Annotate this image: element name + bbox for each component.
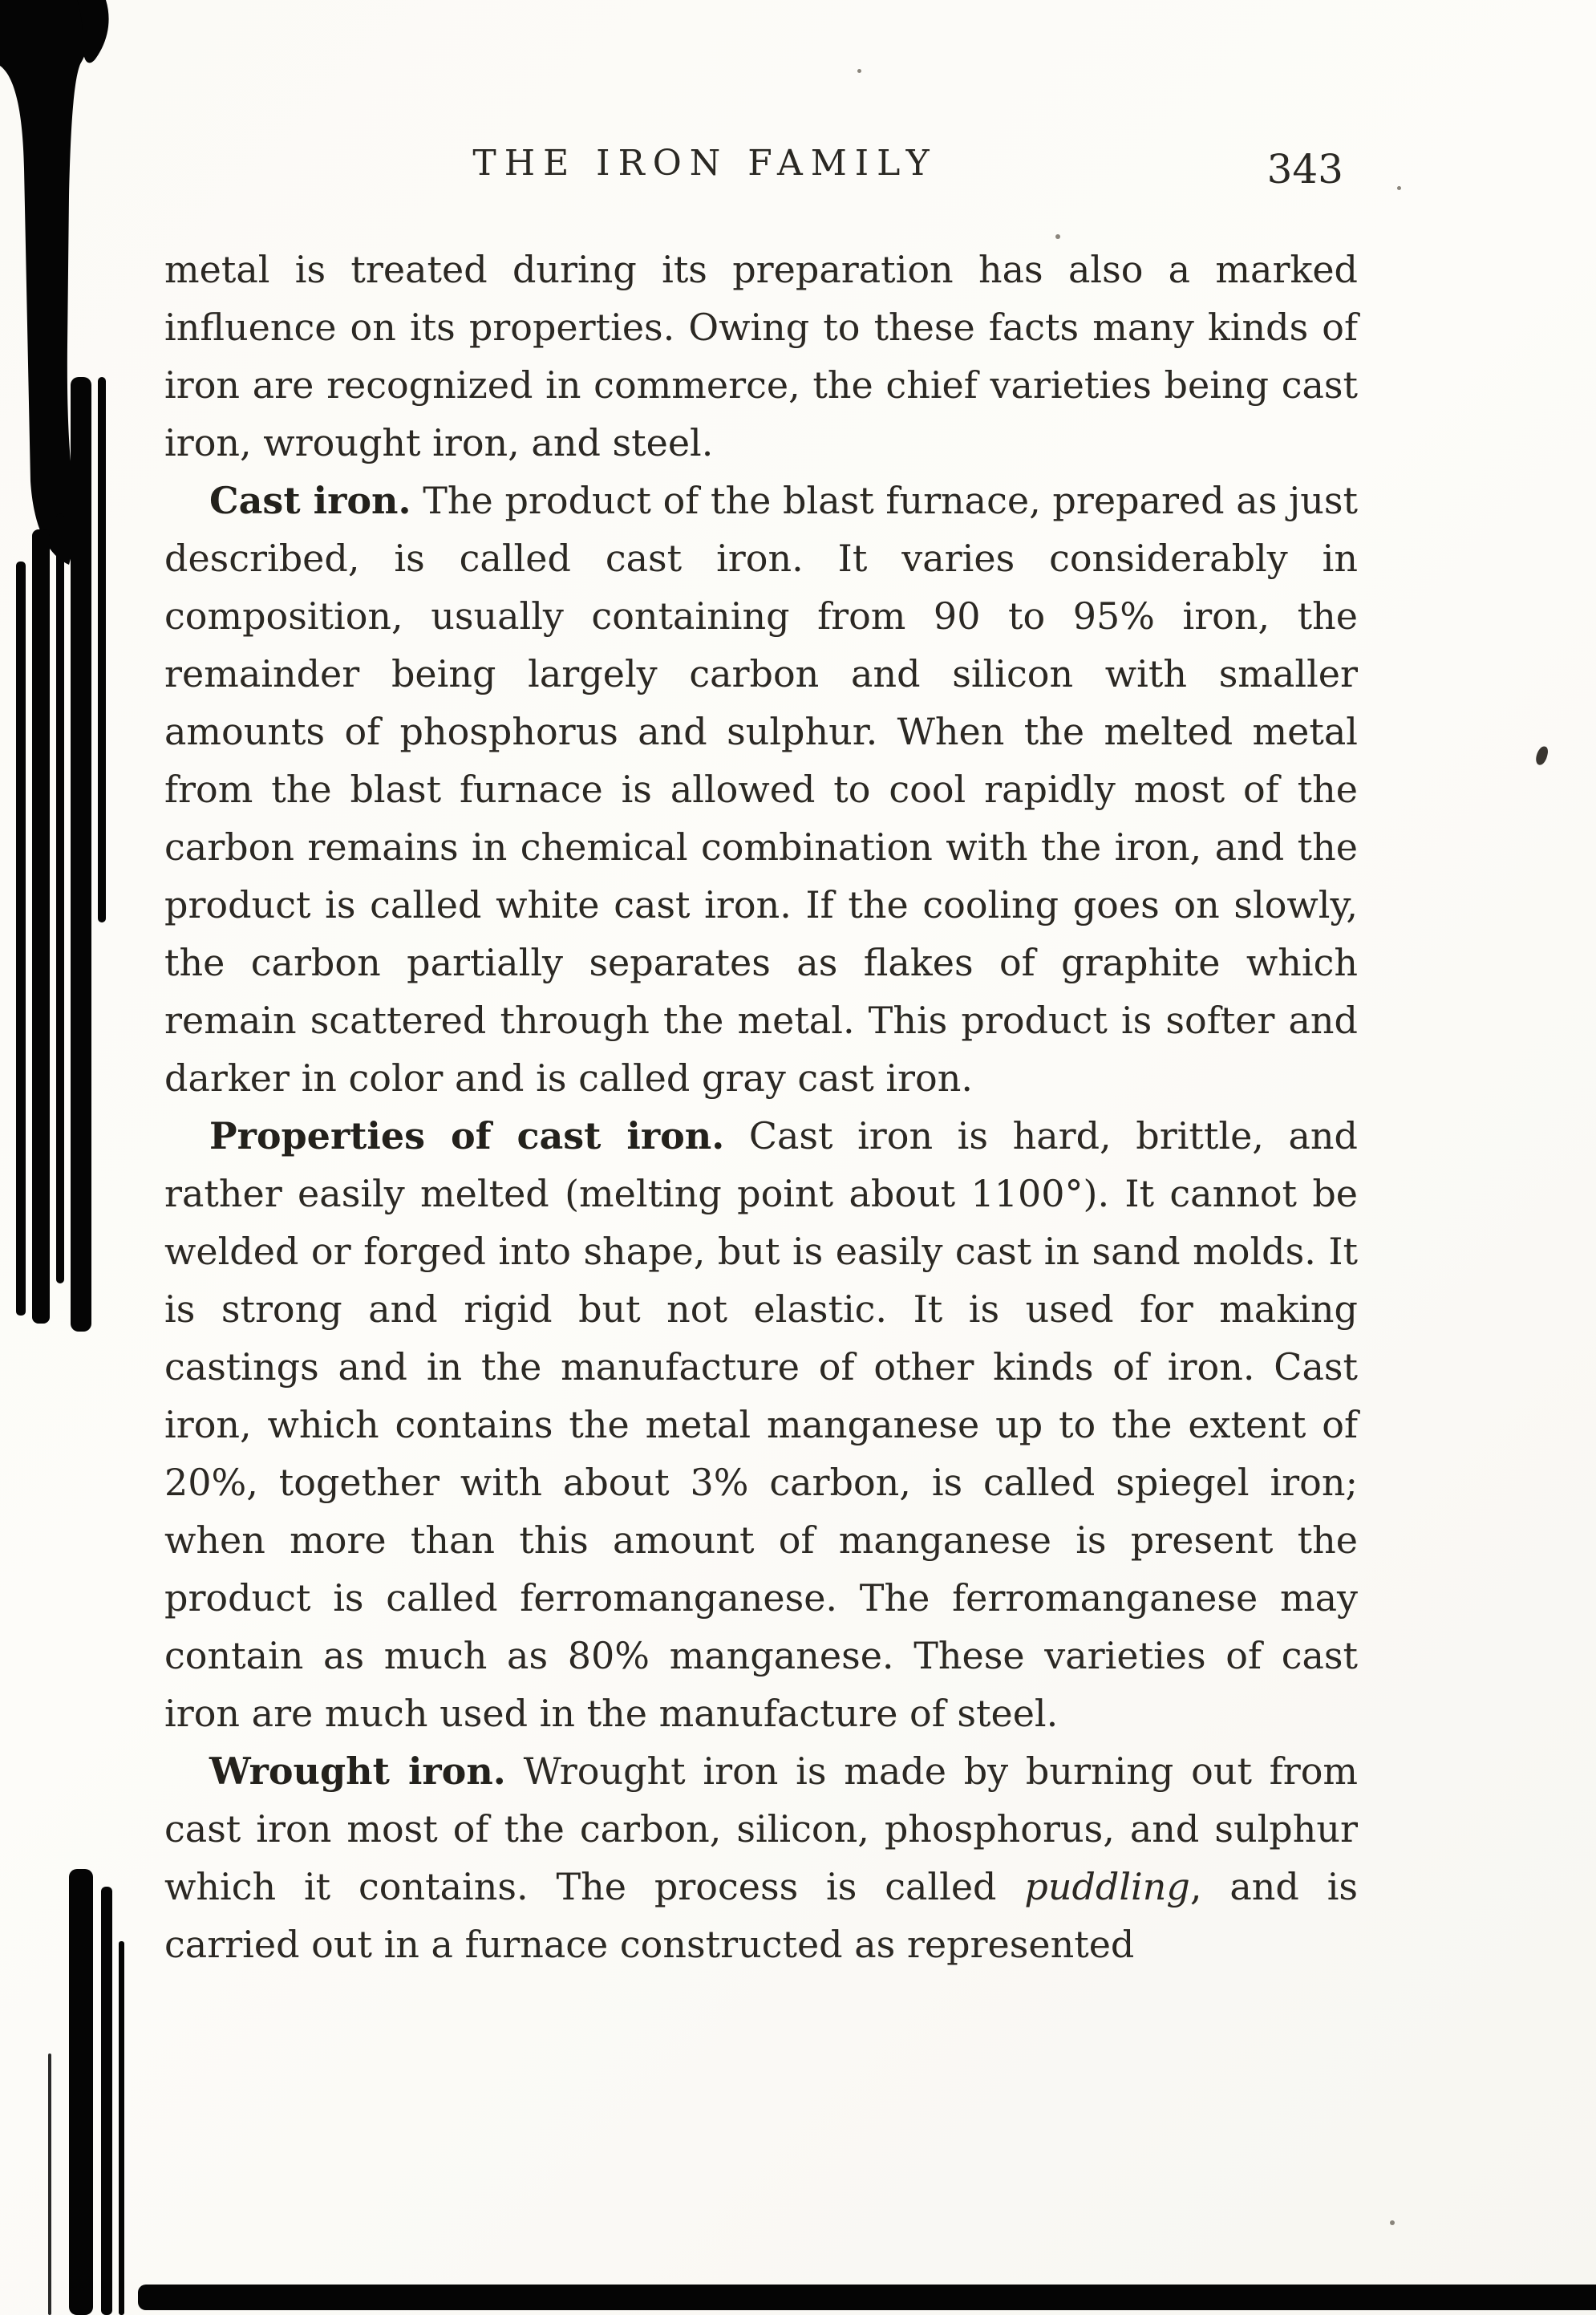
scan-binding-artifact [0,0,184,2315]
italic-term-puddling: puddling [1024,1865,1190,1908]
page-number: 343 [1266,146,1343,193]
paragraph-text: Cast iron is hard, brittle, and rather easily melted (melting point about 1100°). It cannot be welded or forged into shape, but is easily cast in sand molds. It is strong and rigid but not elastic. It is used for making castings and in the manufacture of other kinds of iron. Cast iron, which contains the metal manganese up to the extent of 20%, together with about 3% carbon, is called spiegel iron; when more than this amount of manganese is present the product is called ferromanganese. The ferromanganese may contain as much as 80% manganese. These varieties of cast iron are much used in the manufacture of steel. [164,1114,1358,1735]
scan-bottom-strip [138,2285,1596,2310]
paragraph-text: metal is treated during its preparation has also a marked influence on its properties. Owing to these facts many kinds of iron are recognized in commerce, the chief varieties being cast iron, wrought iron, and steel. [164,248,1358,464]
scan-dot [1390,2220,1395,2225]
scan-speck [1534,745,1549,766]
scan-dot [1055,234,1060,239]
paragraph-text: The product of the blast furnace, prepared as just described, is called cast iron. It varies considerably in composition, usually containing from 90 to 95% iron, the remainder being largely carbon and silicon with smaller amounts of phosphorus and sulphur. When the melted metal from the blast furnace is allowed to cool rapidly most of the carbon remains in chemical combination with the iron, and the product is called white cast iron. If the cooling goes on slowly, the carbon partially separates as flakes of graphite which remain scattered through the metal. This product is softer and darker in color and is called gray cast iron. [164,479,1359,1100]
scan-dot [857,69,861,73]
page-header [164,143,1358,207]
paragraph-intro-continuation [164,241,1358,472]
paragraph-text: Wrought iron is made by burning out from cast iron most of the carbon, silicon, phosphorus, and sulphur which it contains. The process is called [164,1749,1359,1908]
paragraph-properties-of-cast-iron [164,1107,1358,1742]
text-block [164,241,1358,1973]
paragraph-lead: Cast iron. [209,479,411,522]
paragraph-cast-iron [164,472,1358,1107]
paragraph-wrought-iron [164,1742,1358,1973]
running-title: THE IRON FAMILY [472,143,938,184]
paragraph-lead: Properties of cast iron. [209,1114,725,1158]
paragraph-lead: Wrought iron. [209,1749,506,1793]
scan-dot [1397,186,1401,190]
paragraph-text: , and is carried out in a furnace constructed as represented [164,1865,1359,1966]
